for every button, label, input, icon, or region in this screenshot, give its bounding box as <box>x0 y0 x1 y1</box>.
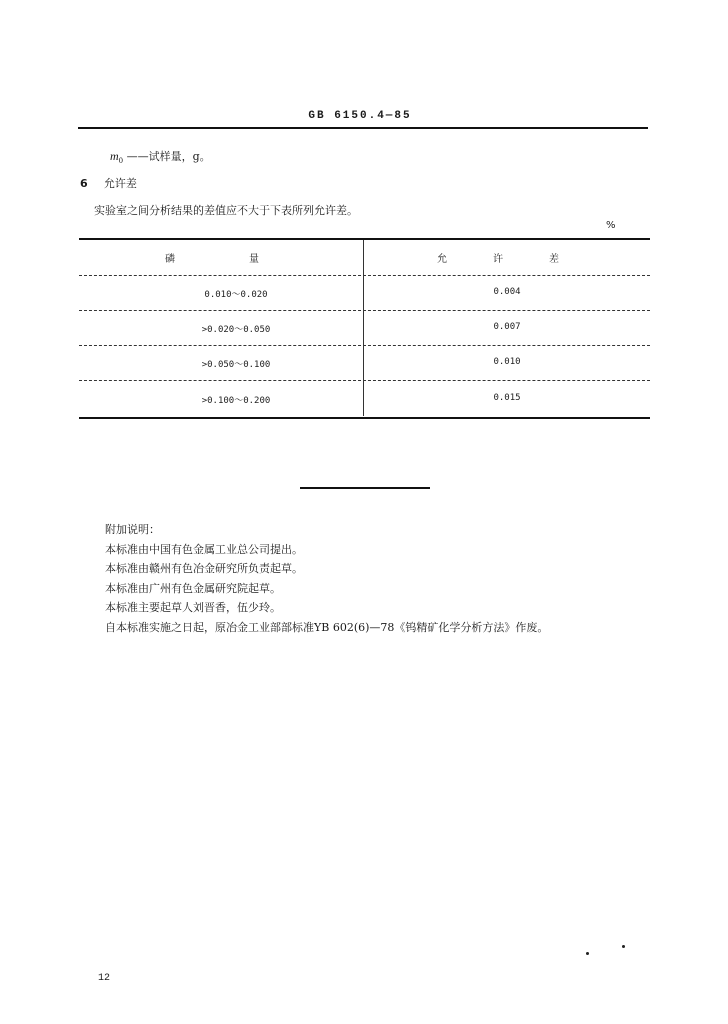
table-cell-range: >0.050～0.100 <box>201 360 271 370</box>
section-number: 6 <box>80 177 88 190</box>
notes-line: 本标准由赣州有色冶金研究所负责起草。 <box>105 562 303 575</box>
table-cell-range: >0.020～0.050 <box>201 325 271 335</box>
notes-title: 附加说明： <box>105 523 160 536</box>
notes-line: 本标准由中国有色金属工业总公司提出。 <box>105 542 303 556</box>
notes-line: 本标准由广州有色金属研究院起草。 <box>105 581 281 595</box>
header-rule <box>78 127 648 129</box>
table-top-rule <box>79 238 650 240</box>
notes-line: 自本标准实施之日起，原冶金工业部部标准YB 602(6)—78《钨精矿化学分析方法》作废。 <box>105 620 549 634</box>
scan-speck <box>622 945 625 948</box>
table-cell-range: 0.010～0.020 <box>204 290 268 300</box>
column-header-tolerance: 允 许 差 <box>437 254 577 265</box>
table-cell-tolerance: 0.015 <box>493 393 521 403</box>
section-body: 实验室之间分析结果的差值应不大于下表所列允许差。 <box>94 204 358 217</box>
table-bottom-rule <box>79 417 650 419</box>
table-cell-tolerance: 0.010 <box>493 357 521 367</box>
header-divider <box>79 275 650 276</box>
scan-speck <box>586 952 589 955</box>
standard-code: GB 6150.4—85 <box>308 110 412 122</box>
variable-symbol: m <box>110 149 119 163</box>
notes-line: 本标准主要起草人刘晋香，伍少玲。 <box>105 601 281 614</box>
tolerance-table <box>79 238 650 420</box>
end-rule <box>300 487 430 489</box>
column-header-phosphorus: 磷 量 <box>165 254 277 265</box>
table-cell-tolerance: 0.004 <box>493 287 521 297</box>
variable-definition <box>110 148 211 165</box>
table-unit: % <box>606 220 616 231</box>
table-cell-tolerance: 0.007 <box>493 322 521 332</box>
row-divider <box>79 380 650 381</box>
section-heading <box>80 175 137 191</box>
table-cell-range: >0.100～0.200 <box>201 396 271 406</box>
variable-description: ——试样量，g。 <box>126 150 211 163</box>
row-divider <box>79 310 650 311</box>
section-title: 允许差 <box>103 177 137 190</box>
variable-subscript: 0 <box>118 157 124 166</box>
row-divider <box>79 345 650 346</box>
page-number: 12 <box>98 973 111 984</box>
additional-notes <box>105 520 665 637</box>
